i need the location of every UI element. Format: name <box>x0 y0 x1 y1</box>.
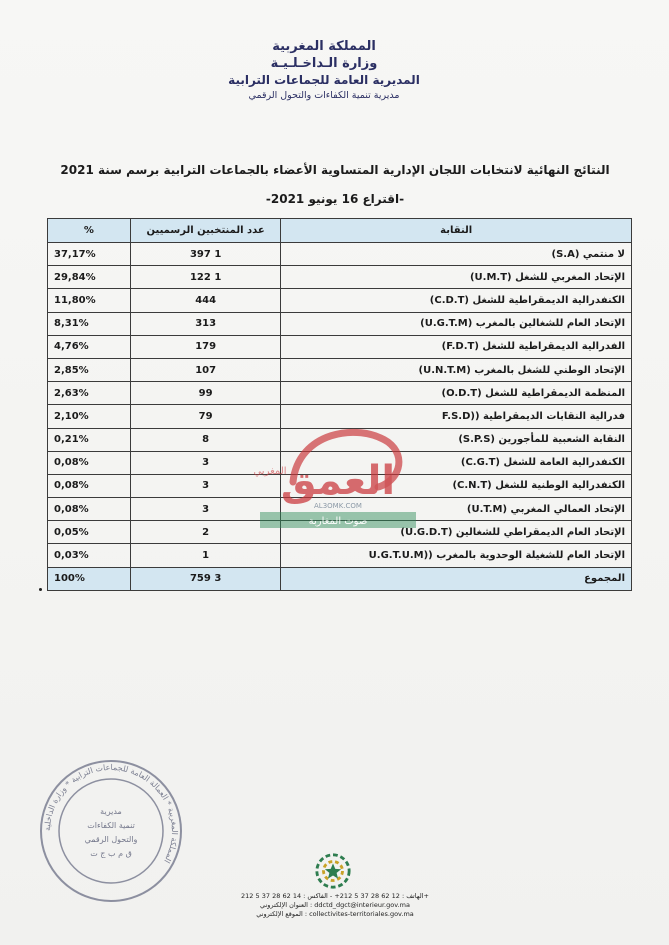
percent-cell: 11,80% <box>48 289 131 312</box>
union-cell: الكنفدرالية الوطنية للشغل (C.N.T) <box>281 474 632 497</box>
ministry-line: وزارة الـداخـلـيـة <box>270 56 378 71</box>
stamp-line-3: والتحول الرقمي <box>84 835 138 844</box>
count-cell: 2 <box>130 521 281 544</box>
header-union: النقابة <box>281 219 632 243</box>
table-row <box>48 243 632 266</box>
document-subtitle: -اقتراع 16 يونيو 2021- <box>265 192 405 206</box>
union-cell: النقابة الشعبية للمأجورين (S.P.S) <box>281 428 632 451</box>
union-cell: فدرالية النقابات الديمقراطية ((F.S.D <box>281 405 632 428</box>
header-count: عدد المنتخبين الرسميين <box>130 219 281 243</box>
stamp-line-2: تنمية الكفاءات <box>87 821 135 830</box>
count-cell: 313 <box>130 312 281 335</box>
ink-dot <box>39 588 42 591</box>
directorate-line: مديرية تنمية الكفاءات والتحول الرقمي <box>248 90 400 101</box>
percent-cell: 2,85% <box>48 358 131 381</box>
union-cell: المنظمة الديمقراطية للشغل (O.D.T) <box>281 382 632 405</box>
count-cell: 1 397 <box>130 243 281 266</box>
kingdom-line: المملكة المغربية <box>272 39 376 54</box>
total-count: 3 759 <box>130 567 281 590</box>
percent-cell: 8,31% <box>48 312 131 335</box>
count-cell: 79 <box>130 405 281 428</box>
watermark-brand-small: المغربي <box>253 466 287 477</box>
percent-cell: 0,21% <box>48 428 131 451</box>
watermark-tagline: صوت المغاربة <box>308 516 368 527</box>
percent-cell: 4,76% <box>48 335 131 358</box>
table-row <box>48 358 632 381</box>
count-cell: 444 <box>130 289 281 312</box>
percent-cell: 0,08% <box>48 451 131 474</box>
watermark-logo <box>238 412 438 542</box>
header-percent: % <box>48 219 131 243</box>
union-cell: الكنفدرالية العامة للشغل (C.G.T) <box>281 451 632 474</box>
table-row <box>48 544 632 567</box>
directorate-general-line: المديرية العامة للجماعات الترابية <box>228 73 420 87</box>
percent-cell: 0,08% <box>48 498 131 521</box>
union-cell: الإتحاد العام الديمقراطي للشغالين (U.G.D.T) <box>281 521 632 544</box>
union-cell: الإتحاد العام للشغالين بالمغرب (U.G.T.M) <box>281 312 632 335</box>
percent-cell: 0,08% <box>48 474 131 497</box>
stamp-line-4: ق م ب ج ت <box>90 849 132 858</box>
footer-website: الموقع الإلكتروني : collectivites-territoriales.gov.ma <box>256 910 414 918</box>
union-cell: الكنفدرالية الديمقراطية للشغل (C.D.T) <box>281 289 632 312</box>
union-cell: الإتحاد العام للشغيلة الوحدوية بالمغرب ((U.G.T.U.M <box>281 544 632 567</box>
percent-cell: 37,17% <box>48 243 131 266</box>
count-cell: 3 <box>130 451 281 474</box>
table-row <box>48 266 632 289</box>
percent-cell: 0,03% <box>48 544 131 567</box>
count-cell: 8 <box>130 428 281 451</box>
table-row <box>48 382 632 405</box>
total-percent: 100% <box>48 567 131 590</box>
watermark-url: AL3OMK.COM <box>314 502 362 510</box>
percent-cell: 2,10% <box>48 405 131 428</box>
letterhead <box>194 38 454 103</box>
percent-cell: 0,05% <box>48 521 131 544</box>
total-row <box>48 567 632 590</box>
union-cell: الإتحاد المغربي للشغل (U.M.T) <box>281 266 632 289</box>
union-cell: لا منتمي (S.A) <box>281 243 632 266</box>
count-cell: 179 <box>130 335 281 358</box>
count-cell: 3 <box>130 474 281 497</box>
union-cell: الفدرالية الديمقراطية للشغل (F.D.T) <box>281 335 632 358</box>
count-cell: 1 122 <box>130 266 281 289</box>
watermark-brand: العمق <box>280 458 396 504</box>
document-title: النتائج النهائية لانتخابات اللجان الإدارية المتساوية الأعضاء بالجماعات الترابية برسم سنة 2021 <box>60 163 610 177</box>
percent-cell: 29,84% <box>48 266 131 289</box>
table-row <box>48 289 632 312</box>
table-header-row <box>48 219 632 243</box>
count-cell: 107 <box>130 358 281 381</box>
count-cell: 99 <box>130 382 281 405</box>
stamp-line-1: مديرية <box>100 807 122 816</box>
table-row <box>48 312 632 335</box>
footer-phone: الهاتف : 12 62 28 37 5 212+ - الفاكس : 14 62 28 37 5 212+ <box>241 892 429 900</box>
union-cell: الإتحاد الوطني للشغل بالمغرب (U.N.T.M) <box>281 358 632 381</box>
count-cell: 1 <box>130 544 281 567</box>
ministry-emblem-icon <box>314 852 352 890</box>
count-cell: 3 <box>130 498 281 521</box>
official-stamp <box>36 756 186 906</box>
table-row <box>48 335 632 358</box>
percent-cell: 2,63% <box>48 382 131 405</box>
union-cell: الإتحاد العمالي المغربي (U.T.M) <box>281 498 632 521</box>
footer-email: العنوان الإلكتروني : ddctd_dgct@interieur.gov.ma <box>260 901 410 909</box>
stamp-ring-text: المملكة المغربية * العمالة العامة للجماعات الترابية * وزارة الداخلية <box>42 762 180 865</box>
total-label: المجموع <box>281 567 632 590</box>
footer-contact <box>200 892 470 919</box>
